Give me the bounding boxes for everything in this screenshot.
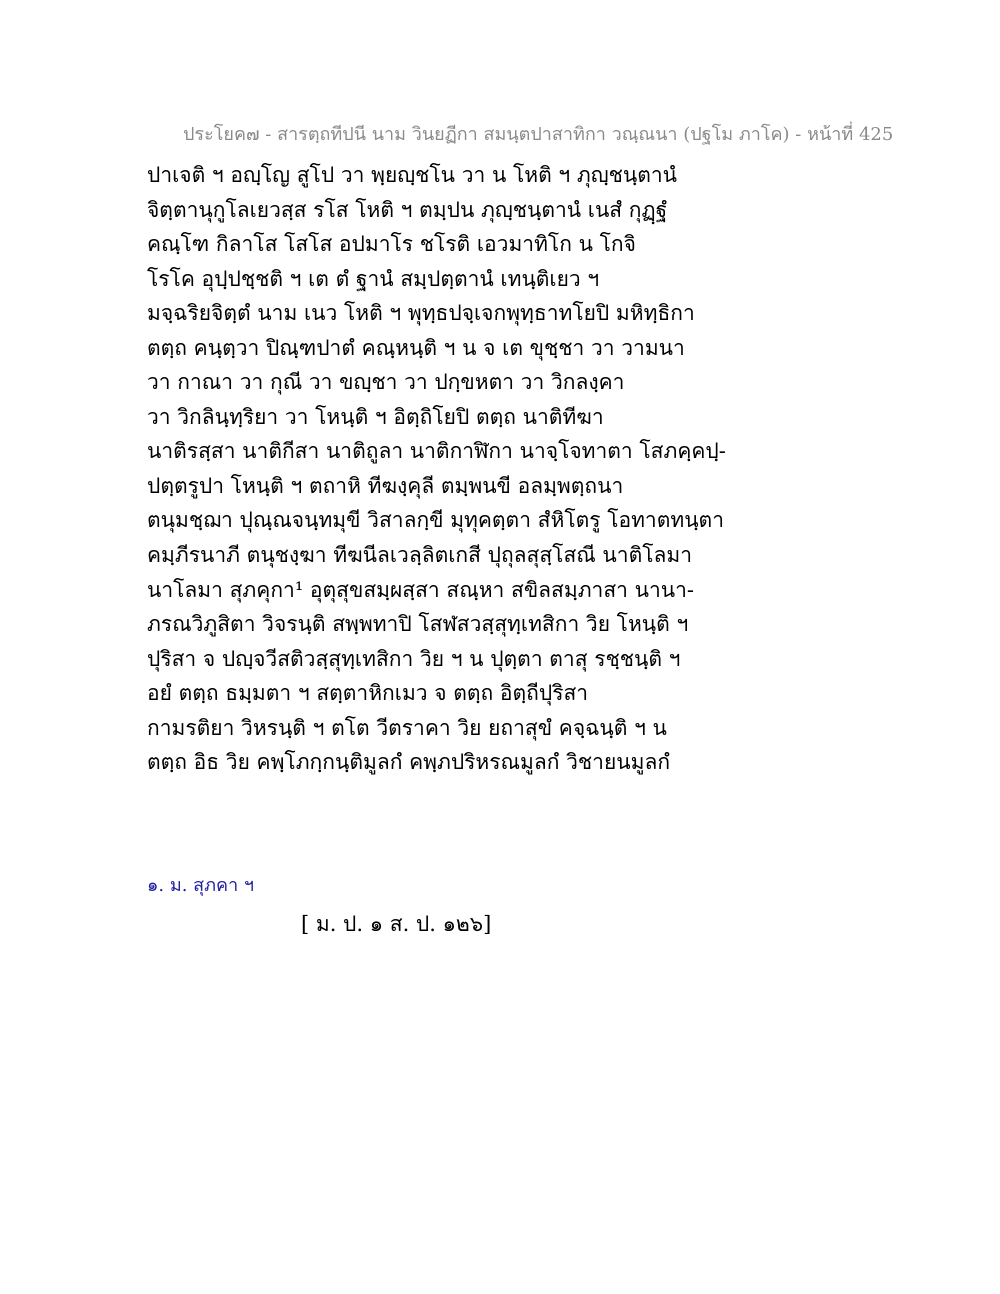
text-line: ปุริสา จ ปญฺจวีสติวสฺสุทฺเทสิกา วิย ฯ น ปุตฺตา ตาสุ รชฺชนฺติ ฯ xyxy=(147,646,681,671)
text-line: วา กาณา วา กุณี วา ขญฺชา วา ปกฺขหตา วา วิกลงฺคา xyxy=(147,370,625,395)
text-line: คณฺโฑ กิลาโส โสโส อปมาโร ชโรติ เอวมาทิโก น โกจิ xyxy=(147,232,636,257)
text-line: จิตฺตานุกูโลเยวสฺส รโส โหติ ฯ ตมฺปน ภุญฺชนฺตานํ เนสํ กุฏฺฐํ xyxy=(147,197,668,222)
text-line: อยํ ตตฺถ ธมฺมตา ฯ สตฺตาหิกเมว จ ตตฺถ อิตฺถีปุริสา xyxy=(147,681,589,706)
text-line: ตตฺถ อิธ วิย คพฺโภกฺกนฺติมูลกํ คพฺภปริหรณมูลกํ วิชายนมูลกํ xyxy=(147,750,671,775)
footnote: ๑. ม. สุภคา ฯ xyxy=(147,875,255,896)
text-line: ปาเจติ ฯ อญฺโญ สูโป วา พฺยญฺชโน วา น โหติ ฯ ภุญฺชนฺตานํ xyxy=(147,163,678,187)
text-line: ตนุมชฺฌา ปุณฺณจนฺทมุขี วิสาลกฺขี มุทุคตฺตา สํหิโตรู โอทาตทนฺตา xyxy=(147,508,724,533)
text-line: ปตฺตรูปา โหนฺติ ฯ ตถาหิ ทีฆงฺคุลี ตมฺพนขี อลมฺพตฺถนา xyxy=(147,473,624,498)
text-line: ภรณวิภูสิตา วิจรนฺติ สพฺพทาปิ โสฬสวสฺสุทฺเทสิกา วิย โหนฺติ ฯ xyxy=(147,612,689,637)
page-reference: [ ม. ป. ๑ ส. ป. ๑๒๖] xyxy=(301,912,492,936)
text-line: นาโลมา สุภคุกา¹ อุตุสุขสมฺผสฺสา สณฺหา สขิลสมฺภาสา นานา- xyxy=(147,577,695,602)
running-header: ประโยค๗ - สารตฺถทีปนี นาม วินยฏีกา สมนฺตปาสาทิกา วณฺณนา (ปฐโม ภาโค) - หน้าที่ 425 xyxy=(183,124,894,145)
text-line: กามรติยา วิหรนฺติ ฯ ตโต วีตราคา วิย ยถาสุขํ คจฺฉนฺติ ฯ น xyxy=(147,715,667,740)
text-line: นาติรสฺสา นาติกีสา นาติถูลา นาติกาฬิกา นาจฺโจทาตา โสภคฺคปฺ- xyxy=(147,439,726,464)
text-line: ตตฺถ คนฺตฺวา ปิณฺฑปาตํ คณฺหนฺติ ฯ น จ เต ขุชฺชา วา วามนา xyxy=(147,335,685,360)
text-line: คมฺภีรนาภี ตนุชงฺฆา ทีฆนีลเวลฺลิตเกสี ปุถุลสุสฺโสณี นาติโลมา xyxy=(147,543,692,568)
text-line: โรโค อุปฺปชฺชติ ฯ เต ตํ ฐานํ สมฺปตฺตานํ เทนฺติเยว ฯ xyxy=(147,266,600,291)
body-text xyxy=(147,158,967,780)
text-line: วา วิกลินฺทฺริยา วา โหนฺติ ฯ อิตฺถิโยปิ ตตฺถ นาติทีฆา xyxy=(147,404,604,429)
text-line: มจฺฉริยจิตฺตํ นาม เนว โหติ ฯ พุทฺธปจฺเจกพุทฺธาทโยปิ มหิทฺธิกา xyxy=(147,301,695,326)
